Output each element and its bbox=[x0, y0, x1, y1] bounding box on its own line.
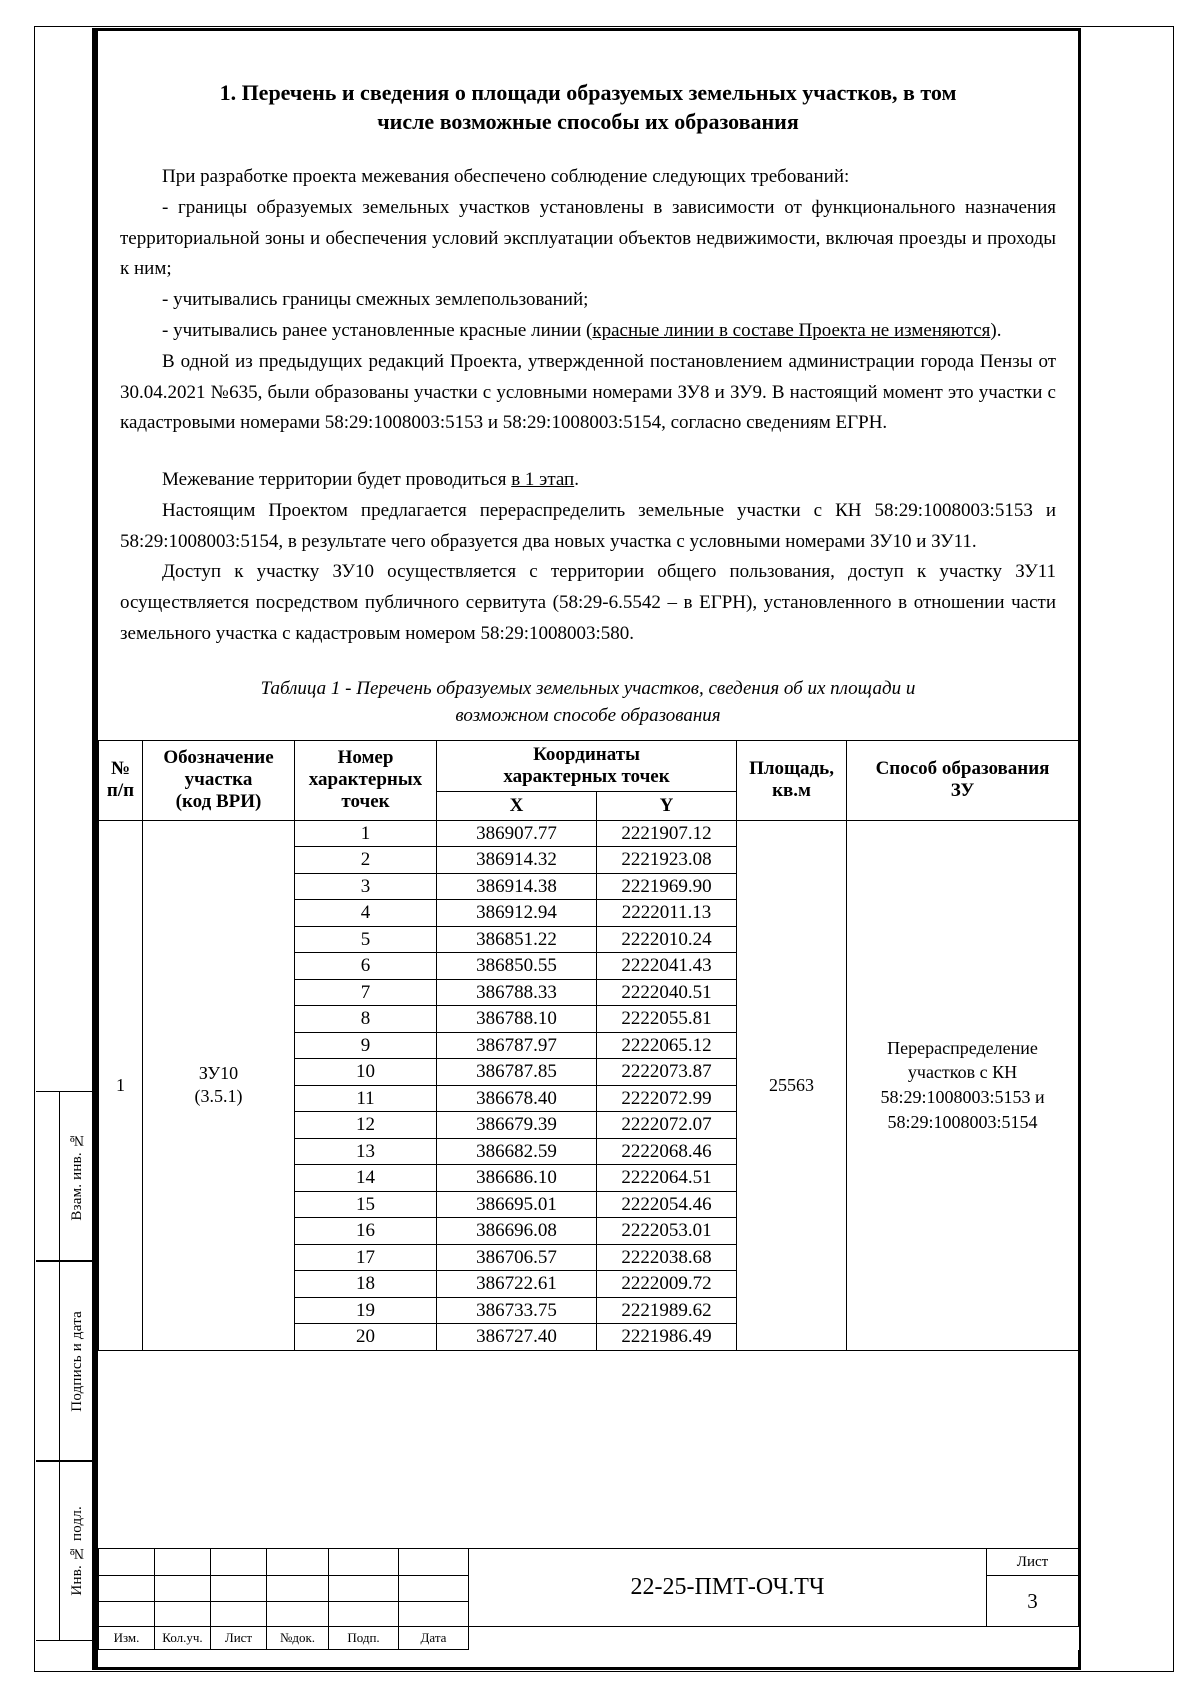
cell-designation-line-1: ЗУ10 bbox=[198, 1063, 239, 1084]
cell-coord-x: 386679.39 bbox=[437, 1112, 597, 1139]
paragraph-access: Доступ к участку ЗУ10 осуществляется с территории общего пользования, доступ к участку ЗУ11 осуществляется посредством публичного сервитута (58:29-6.5542 – в ЕГРН), установленного в отношении части земельного участка с кадастровым номером 58:29:1008003:580. bbox=[120, 561, 1056, 644]
tb-cell-blank bbox=[329, 1601, 399, 1627]
cell-coord-y: 2222065.12 bbox=[597, 1032, 737, 1059]
paragraph-spacer bbox=[98, 439, 1078, 465]
cell-coord-y: 2222009.72 bbox=[597, 1271, 737, 1298]
cell-coord-x: 386851.22 bbox=[437, 926, 597, 953]
cell-coord-x: 386686.10 bbox=[437, 1165, 597, 1192]
cell-coord-y: 2222040.51 bbox=[597, 979, 737, 1006]
cell-coord-x: 386850.55 bbox=[437, 953, 597, 980]
tb-col-podp: Подп. bbox=[329, 1627, 399, 1650]
caption-spacer bbox=[98, 650, 1078, 676]
cell-coord-y: 2222041.43 bbox=[597, 953, 737, 980]
cell-point-number: 17 bbox=[295, 1244, 437, 1271]
tb-col-koluch: Кол.уч. bbox=[155, 1627, 211, 1650]
paragraph-bullet-boundaries: - границы образуемых земельных участков установлены в зависимости от функционального назначения территориальной зоны и обеспечения условий эксплуатации объектов недвижимости, включая проезды и проходы к ним; bbox=[120, 196, 1056, 280]
cell-coord-x: 386722.61 bbox=[437, 1271, 597, 1298]
cell-coord-y: 2222068.46 bbox=[597, 1138, 737, 1165]
tb-cell-blank bbox=[399, 1549, 469, 1576]
cell-coord-x: 386787.85 bbox=[437, 1059, 597, 1086]
side-stamp-cell-podpis-data bbox=[36, 1261, 95, 1461]
tb-cell-blank bbox=[155, 1601, 211, 1627]
th-area-line-1: Площадь, bbox=[749, 758, 834, 780]
cell-point-number: 8 bbox=[295, 1006, 437, 1033]
cell-coord-y: 2222053.01 bbox=[597, 1218, 737, 1245]
cell-point-number: 6 bbox=[295, 953, 437, 980]
cell-point-number: 4 bbox=[295, 900, 437, 927]
cell-method-line-3: 58:29:1008003:5153 и bbox=[880, 1087, 1045, 1108]
title-block-row-blank-1 bbox=[99, 1549, 1079, 1576]
stages-underlined-value: в 1 этап bbox=[511, 469, 575, 491]
tb-cell-blank bbox=[99, 1576, 155, 1602]
tb-cell-blank bbox=[211, 1549, 267, 1576]
paragraph-previous-edition: В одной из предыдущих редакций Проекта, утвержденной постановлением администрации города Пензы от 30.04.2021 №635, были образованы участки с условными номерами ЗУ8 и ЗУ9. В настоящий момент это участки с кадастровыми номерами 58:29:1008003:5153 и 58:29:1008003:5154, согласно сведениям ЕГРН. bbox=[120, 350, 1056, 434]
cell-coord-x: 386788.10 bbox=[437, 1006, 597, 1033]
cell-coord-y: 2222072.07 bbox=[597, 1112, 737, 1139]
paragraph-requirements-intro: При разработке проекта межевания обеспечено соблюдение следующих требований: bbox=[162, 166, 850, 188]
cell-coord-y: 2222038.68 bbox=[597, 1244, 737, 1271]
cell-coord-y: 2222073.87 bbox=[597, 1059, 737, 1086]
paragraph-stages bbox=[120, 465, 1056, 496]
table-row bbox=[99, 820, 1079, 847]
page-title-line-1: 1. Перечень и сведения о площади образуемых земельных участков, в том bbox=[219, 80, 957, 105]
tb-cell-blank bbox=[155, 1576, 211, 1602]
th-point-number bbox=[295, 740, 437, 820]
cell-coord-y: 2221907.12 bbox=[597, 820, 737, 847]
th-coordinates-line-1: Координаты bbox=[533, 743, 640, 765]
tb-document-code: 22-25-ПМТ-ОЧ.ТЧ bbox=[469, 1549, 987, 1627]
table-body bbox=[99, 820, 1079, 1350]
cell-point-number: 2 bbox=[295, 847, 437, 874]
cell-coord-x: 386788.33 bbox=[437, 979, 597, 1006]
title-block bbox=[98, 1548, 1078, 1668]
cell-point-number: 7 bbox=[295, 979, 437, 1006]
tb-col-nomdok: №док. bbox=[267, 1627, 329, 1650]
cell-point-number: 16 bbox=[295, 1218, 437, 1245]
th-formation-method-line-1: Способ образования bbox=[875, 758, 1050, 780]
cell-point-number: 5 bbox=[295, 926, 437, 953]
tb-cell-blank bbox=[155, 1549, 211, 1576]
cell-coord-y: 2221986.49 bbox=[597, 1324, 737, 1351]
tb-cell-blank bbox=[99, 1601, 155, 1627]
cell-method-line-1: Перераспределение bbox=[887, 1037, 1038, 1058]
tb-cell-blank bbox=[329, 1549, 399, 1576]
cell-point-number: 15 bbox=[295, 1191, 437, 1218]
side-stamp-signature-box-3 bbox=[36, 1462, 60, 1640]
th-designation-line-1: Обозначение bbox=[163, 747, 274, 769]
cell-point-number: 13 bbox=[295, 1138, 437, 1165]
tb-cell-blank bbox=[99, 1549, 155, 1576]
side-stamp-text-inv: Инв. № подл. bbox=[69, 1506, 85, 1596]
th-area-line-2: кв.м bbox=[772, 780, 811, 802]
cell-point-number: 3 bbox=[295, 873, 437, 900]
cell-coord-y: 2222072.99 bbox=[597, 1085, 737, 1112]
tb-spacer bbox=[469, 1627, 987, 1650]
tb-col-list: Лист bbox=[211, 1627, 267, 1650]
cell-row-number: 1 bbox=[99, 820, 143, 1350]
cell-point-number: 20 bbox=[295, 1324, 437, 1351]
tb-cell-blank bbox=[399, 1601, 469, 1627]
cell-method-line-2: участков с КН bbox=[907, 1062, 1018, 1083]
paragraph-redistribution: Настоящим Проектом предлагается перераспределить земельные участки с КН 58:29:1008003:5153 и 58:29:1008003:5154, в результате чего образуется два новых участка с условными номерами ЗУ10 и ЗУ11. bbox=[120, 499, 1056, 552]
cell-coord-x: 386733.75 bbox=[437, 1297, 597, 1324]
cell-designation bbox=[143, 820, 295, 1350]
cell-coord-x: 386914.32 bbox=[437, 847, 597, 874]
th-row-number-line-1: № bbox=[110, 758, 131, 780]
cell-coord-x: 386682.59 bbox=[437, 1138, 597, 1165]
cell-coord-y: 2221923.08 bbox=[597, 847, 737, 874]
tb-cell-blank bbox=[267, 1601, 329, 1627]
table-header-row-1 bbox=[99, 740, 1079, 791]
page-content bbox=[98, 31, 1078, 1351]
tb-col-izm: Изм. bbox=[99, 1627, 155, 1650]
stages-text-before: Межевание территории будет проводиться bbox=[162, 469, 512, 491]
cell-coord-x: 386914.38 bbox=[437, 873, 597, 900]
cell-designation-line-2: (3.5.1) bbox=[194, 1086, 243, 1107]
tb-cell-blank bbox=[329, 1576, 399, 1602]
tb-cell-blank bbox=[211, 1601, 267, 1627]
side-stamp-label-inv bbox=[60, 1462, 95, 1640]
tb-cell-blank bbox=[267, 1549, 329, 1576]
red-lines-text-after: ). bbox=[990, 320, 1002, 342]
stages-text-after: . bbox=[574, 469, 579, 491]
cell-coord-x: 386695.01 bbox=[437, 1191, 597, 1218]
cell-coord-y: 2222011.13 bbox=[597, 900, 737, 927]
side-stamp-label-vzam bbox=[60, 1092, 95, 1260]
th-coordinates-line-2: характерных точек bbox=[503, 765, 670, 787]
cell-coord-x: 386787.97 bbox=[437, 1032, 597, 1059]
cell-coord-x: 386727.40 bbox=[437, 1324, 597, 1351]
cell-coord-y: 2221969.90 bbox=[597, 873, 737, 900]
tb-spacer-2 bbox=[987, 1627, 1079, 1650]
cell-coord-y: 2222010.24 bbox=[597, 926, 737, 953]
th-row-number-line-2: п/п bbox=[106, 780, 135, 802]
page-title-line-2: числе возможные способы их образования bbox=[377, 108, 799, 134]
th-designation-line-3: (код ВРИ) bbox=[175, 791, 262, 813]
table-caption bbox=[128, 676, 1048, 730]
cell-method-line-4: 58:29:1008003:5154 bbox=[887, 1112, 1038, 1133]
side-stamp-signature-box-1 bbox=[36, 1092, 60, 1260]
land-parcels-table bbox=[98, 740, 1079, 1351]
side-stamp-cell-vzam-inv bbox=[36, 1091, 95, 1261]
th-point-number-line-2: характерных bbox=[308, 769, 423, 791]
cell-point-number: 9 bbox=[295, 1032, 437, 1059]
cell-coord-y: 2222064.51 bbox=[597, 1165, 737, 1192]
th-point-number-line-1: Номер bbox=[337, 747, 394, 769]
side-stamp-cell-inv-podl bbox=[36, 1461, 95, 1641]
tb-sheet-number: 3 bbox=[987, 1576, 1079, 1627]
cell-coord-y: 2222055.81 bbox=[597, 1006, 737, 1033]
cell-coord-x: 386696.08 bbox=[437, 1218, 597, 1245]
cell-coord-x: 386912.94 bbox=[437, 900, 597, 927]
title-block-table bbox=[98, 1548, 1079, 1650]
th-formation-method bbox=[847, 740, 1079, 820]
cell-point-number: 12 bbox=[295, 1112, 437, 1139]
cell-point-number: 11 bbox=[295, 1085, 437, 1112]
cell-coord-y: 2222054.46 bbox=[597, 1191, 737, 1218]
cell-coord-x: 386706.57 bbox=[437, 1244, 597, 1271]
cell-point-number: 1 bbox=[295, 820, 437, 847]
side-stamp-text-podpis: Подпись и дата bbox=[69, 1310, 85, 1412]
paragraph-bullet-adjacent: - учитывались границы смежных землепользований; bbox=[162, 289, 589, 311]
tb-cell-blank bbox=[267, 1576, 329, 1602]
page-title bbox=[140, 79, 1036, 136]
tb-sheet-label: Лист bbox=[987, 1549, 1079, 1576]
tb-col-data: Дата bbox=[399, 1627, 469, 1650]
tb-cell-blank bbox=[399, 1576, 469, 1602]
th-row-number bbox=[99, 740, 143, 820]
cell-point-number: 10 bbox=[295, 1059, 437, 1086]
side-stamp-label-podpis bbox=[60, 1262, 95, 1460]
th-formation-method-line-2: ЗУ bbox=[950, 780, 975, 802]
cell-coord-x: 386678.40 bbox=[437, 1085, 597, 1112]
th-designation bbox=[143, 740, 295, 820]
cell-point-number: 18 bbox=[295, 1271, 437, 1298]
paragraph-bullet-red-lines bbox=[120, 316, 1056, 347]
red-lines-underlined-note: красные линии в составе Проекта не изменяются bbox=[592, 320, 991, 342]
th-designation-line-2: участка bbox=[184, 769, 253, 791]
cell-area: 25563 bbox=[737, 820, 847, 1350]
cell-point-number: 14 bbox=[295, 1165, 437, 1192]
red-lines-text-before: - учитывались ранее установленные красные линии ( bbox=[162, 320, 593, 342]
th-area bbox=[737, 740, 847, 820]
title-block-column-labels bbox=[99, 1627, 1079, 1650]
tb-cell-blank bbox=[211, 1576, 267, 1602]
th-coordinates bbox=[437, 740, 737, 791]
table-caption-line-2: возможном способе образования bbox=[455, 704, 721, 726]
side-stamp-column bbox=[36, 28, 95, 1670]
cell-point-number: 19 bbox=[295, 1297, 437, 1324]
table-header bbox=[99, 740, 1079, 820]
table-caption-line-1: Таблица 1 - Перечень образуемых земельных участков, сведения об их площади и bbox=[260, 677, 916, 699]
th-coord-y: Y bbox=[597, 791, 737, 820]
cell-coord-y: 2221989.62 bbox=[597, 1297, 737, 1324]
th-coord-x: X bbox=[437, 791, 597, 820]
side-stamp-text-vzam: Взам. инв. № bbox=[69, 1131, 85, 1221]
cell-coord-x: 386907.77 bbox=[437, 820, 597, 847]
cell-formation-method bbox=[847, 820, 1079, 1350]
side-stamp-signature-box-2 bbox=[36, 1262, 60, 1460]
th-point-number-line-3: точек bbox=[341, 791, 390, 813]
